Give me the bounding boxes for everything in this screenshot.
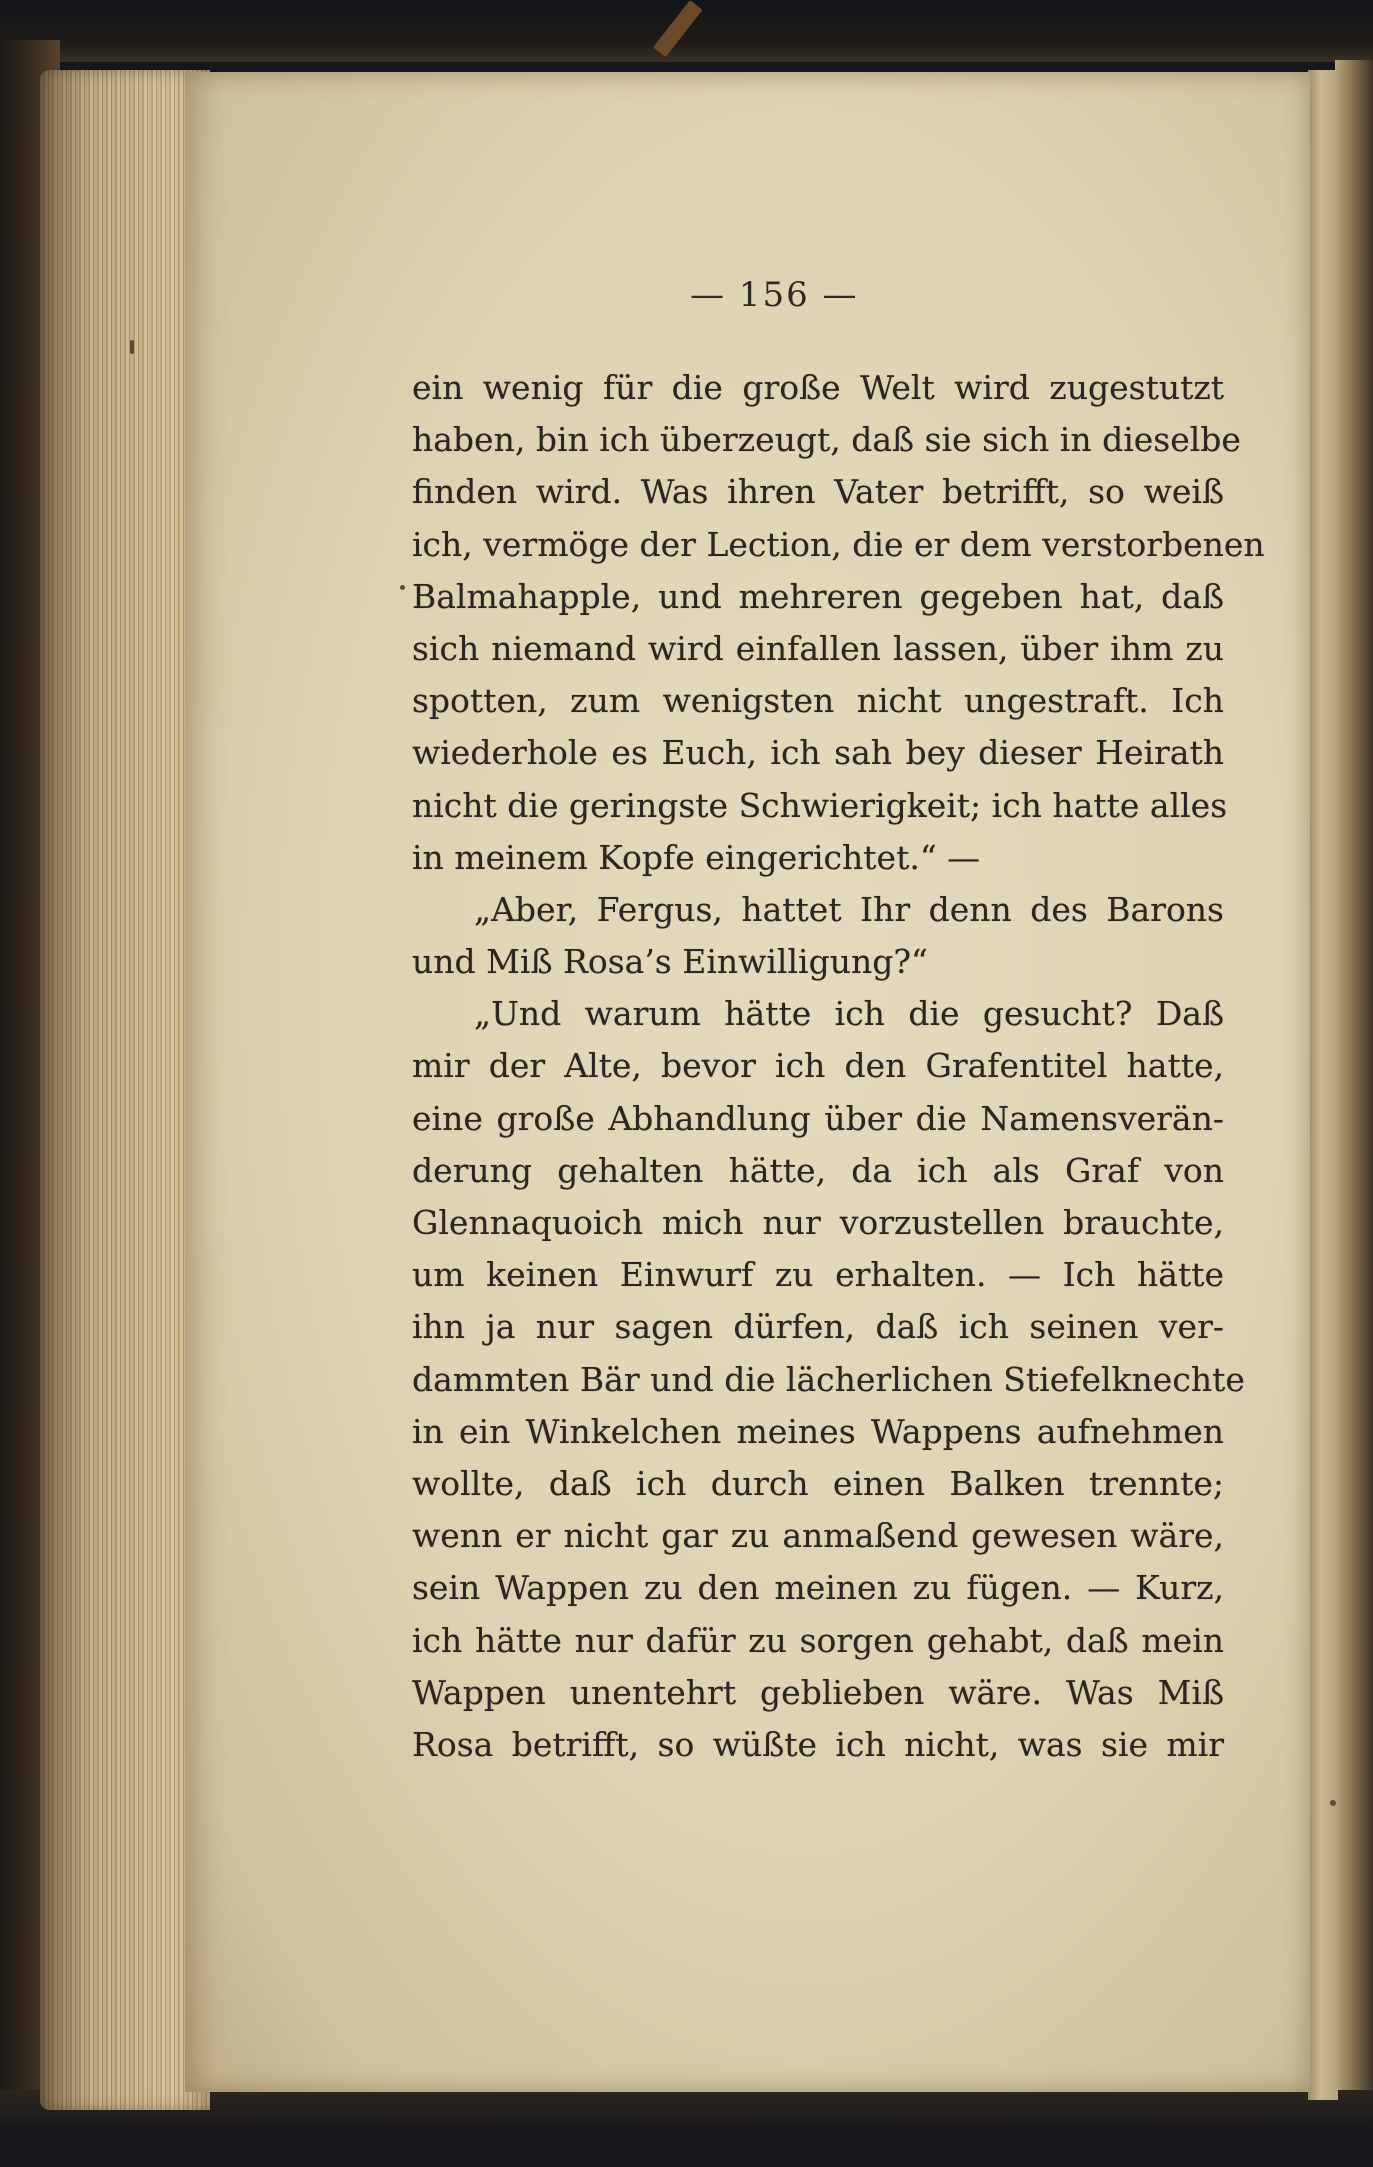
paper-speck xyxy=(1330,1800,1336,1806)
page-number: — 156 — xyxy=(690,275,859,315)
text-line: derung gehalten hätte, da ich als Graf von xyxy=(412,1150,1224,1190)
text-line: dammten Bär und die lächerlichen Stiefelknechte xyxy=(412,1359,1245,1399)
book-cover-right xyxy=(1335,60,1373,2100)
paper-speck xyxy=(400,585,405,590)
text-line: sein Wappen zu den meinen zu fügen. — Kurz, xyxy=(412,1568,1224,1608)
text-line: ich, vermöge der Lection, die er dem verstorbenen xyxy=(412,524,1265,564)
text-line: haben, bin ich überzeugt, daß sie sich in dieselbe xyxy=(412,420,1241,460)
text-line: eine große Abhandlung über die Namensverän- xyxy=(412,1098,1224,1138)
text-line: nicht die geringste Schwierigkeit; ich hatte alles xyxy=(412,785,1228,825)
text-line: Balmahapple, und mehreren gegeben hat, daß xyxy=(412,576,1224,616)
text-line: Rosa betrifft, so wüßte ich nicht, was sie mir xyxy=(412,1724,1224,1764)
text-line: Glennaquoich mich nur vorzustellen brauchte, xyxy=(412,1203,1224,1242)
text-line: ich hätte nur dafür zu sorgen gehabt, daß mein xyxy=(412,1620,1224,1660)
text-line: wenn er nicht gar zu anmaßend gewesen wäre, xyxy=(412,1516,1224,1556)
text-line: in ein Winkelchen meines Wappens aufnehmen xyxy=(412,1411,1224,1451)
facing-page-edge xyxy=(1308,70,1338,2100)
text-line: sich niemand wird einfallen lassen, über ihm zu xyxy=(412,628,1224,668)
text-line: spotten, zum wenigsten nicht ungestraft. Ich xyxy=(412,681,1224,721)
text-line: mir der Alte, bevor ich den Grafentitel hatte, xyxy=(412,1046,1224,1086)
text-line: finden wird. Was ihren Vater betrifft, so weiß xyxy=(412,472,1224,512)
text-line: ihn ja nur sagen dürfen, daß ich seinen ver- xyxy=(412,1307,1224,1347)
text-line: wiederhole es Euch, ich sah bey dieser Heirath xyxy=(412,733,1224,773)
text-line: ein wenig für die große Welt wird zugestutzt xyxy=(412,368,1224,407)
text-line: „Aber, Fergus, hattet Ihr denn des Barons xyxy=(474,889,1224,929)
text-line: Wappen unentehrt geblieben wäre. Was Miß xyxy=(412,1672,1224,1712)
page-text xyxy=(412,362,1265,1771)
text-line: in meinem Kopfe eingerichtet.“ — xyxy=(412,837,981,877)
text-line: und Miß Rosa’s Einwilligung?“ xyxy=(412,942,928,982)
text-line: „Und warum hätte ich die gesucht? Daß xyxy=(474,994,1224,1034)
paper-speck xyxy=(130,340,134,354)
text-line: um keinen Einwurf zu erhalten. — Ich hätte xyxy=(412,1255,1224,1295)
text-line: wollte, daß ich durch einen Balken trennte; xyxy=(412,1463,1224,1503)
